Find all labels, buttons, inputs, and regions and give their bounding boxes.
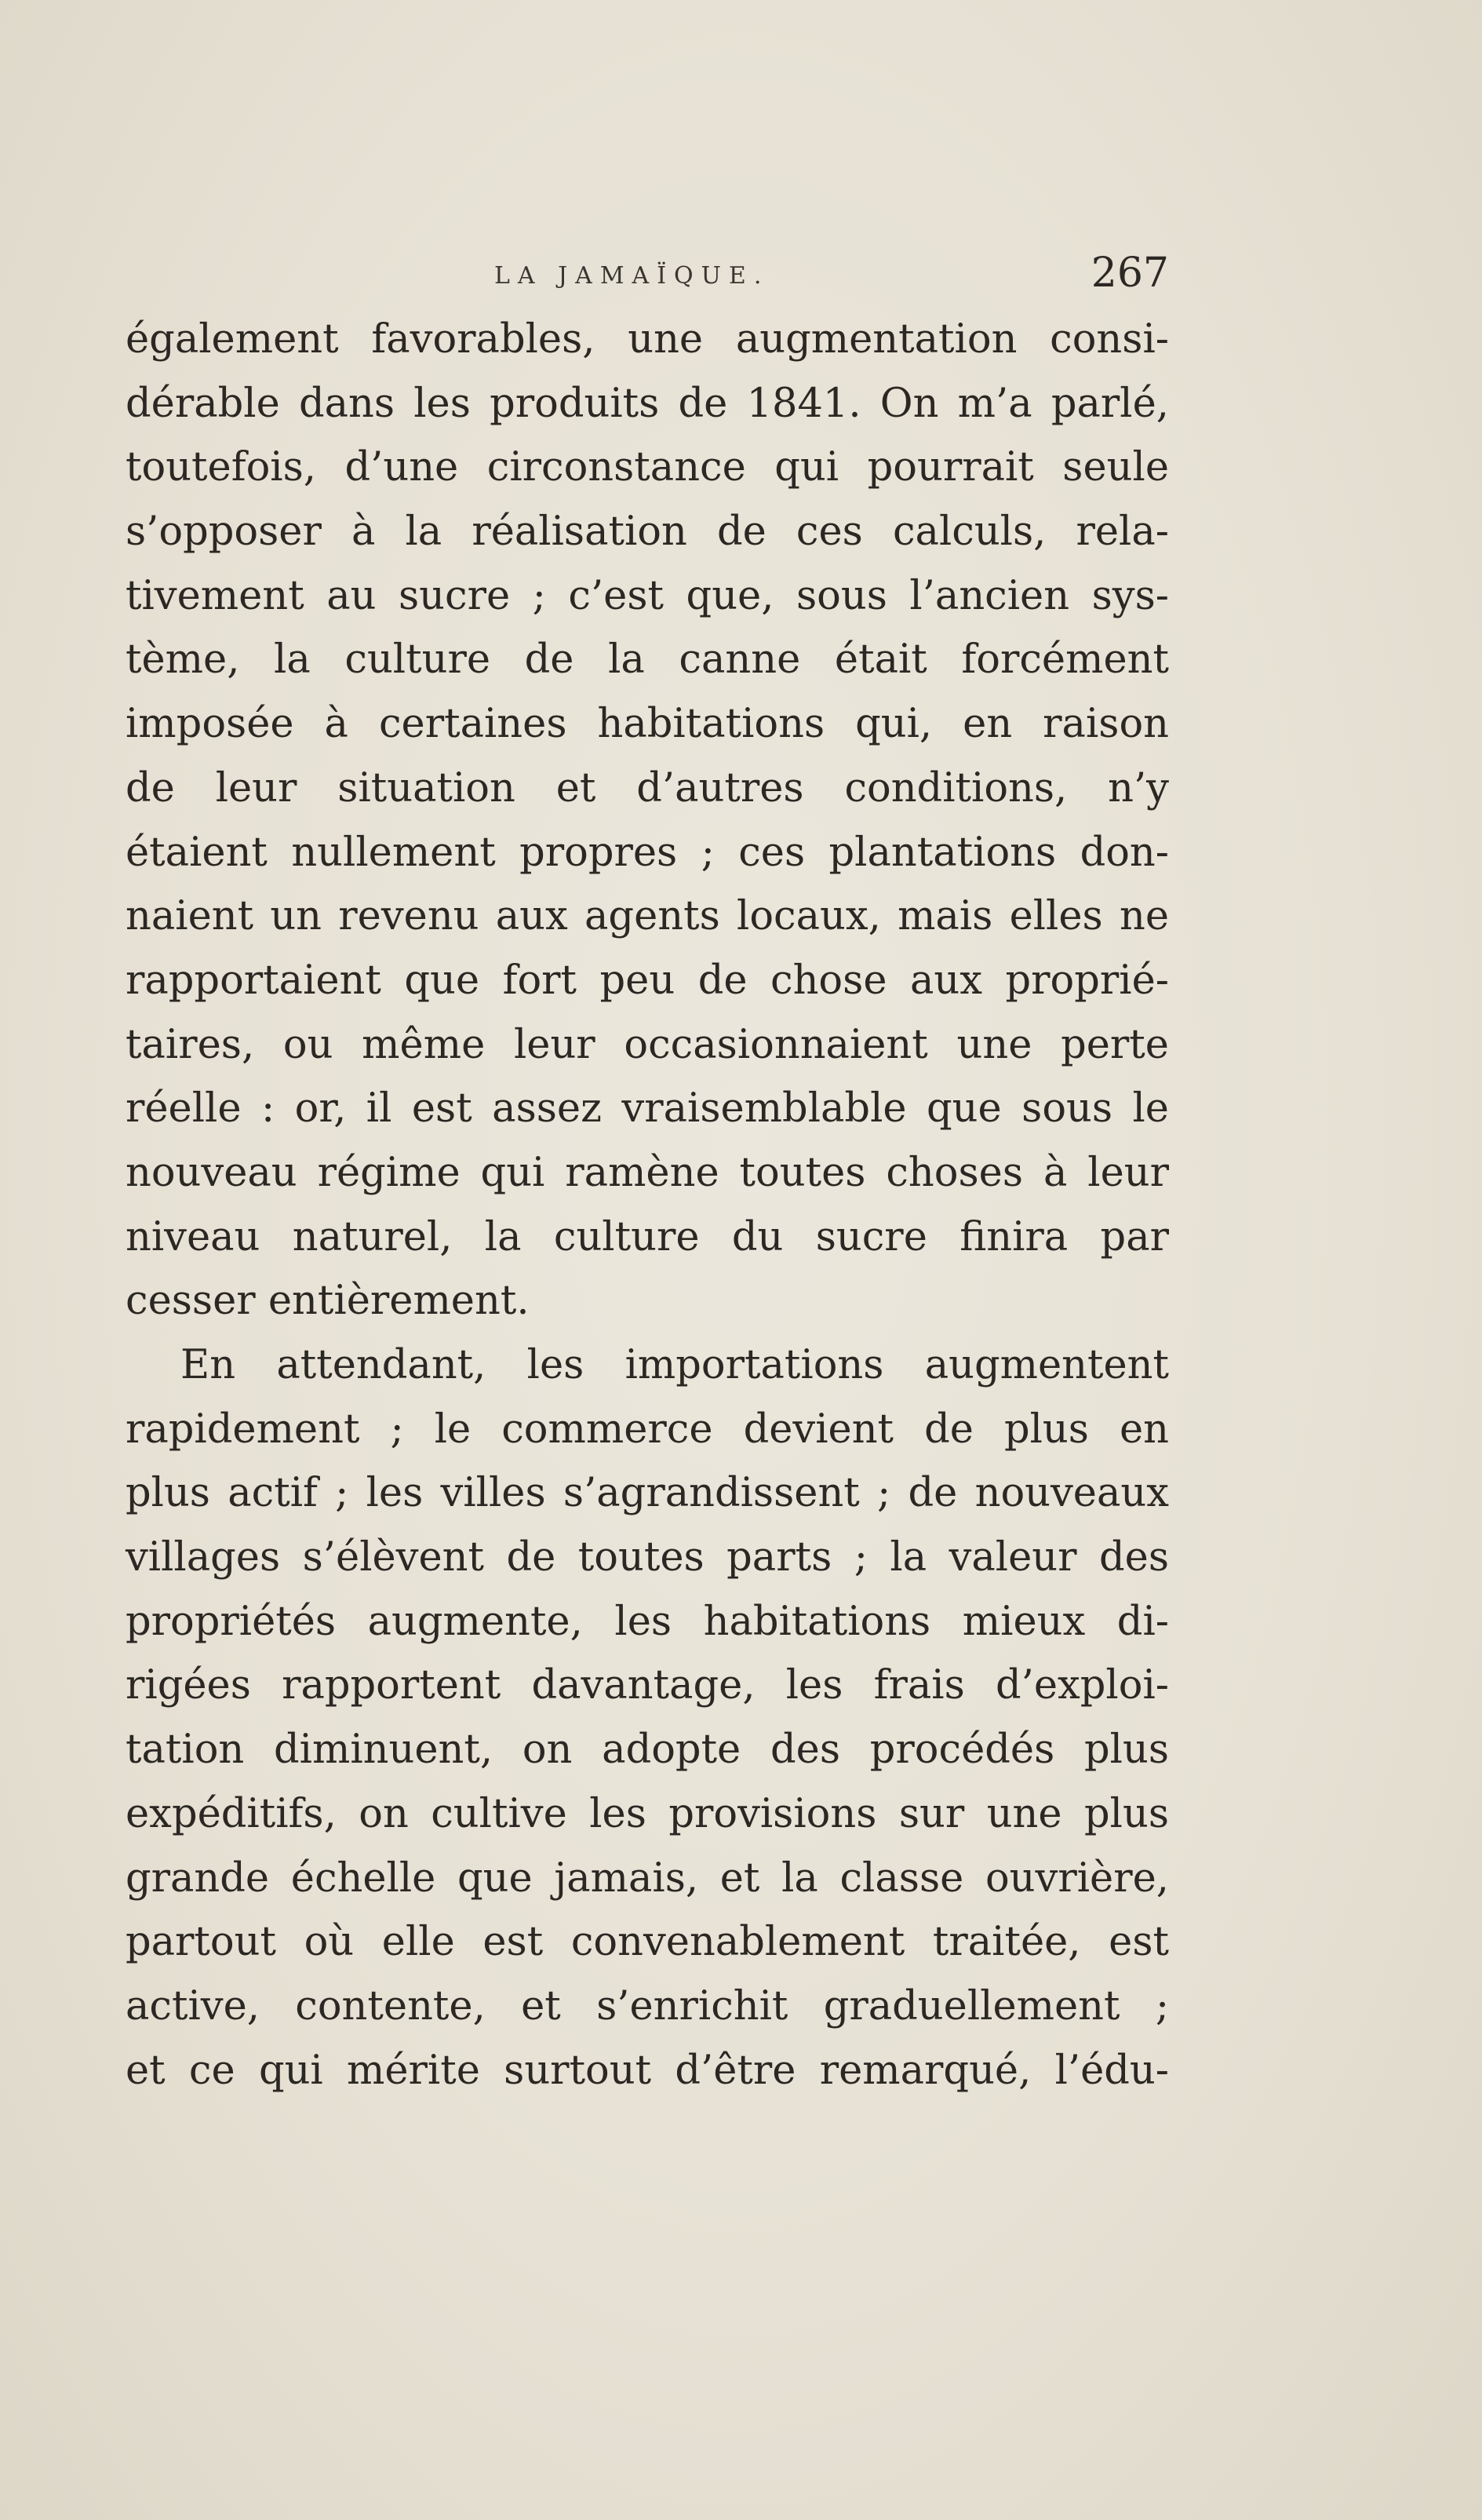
page-number: 267 [1091,250,1169,297]
text-line: propriétés augmente, les habitations mieux di- [126,1598,1169,1645]
text-line: plus actif ; les villes s’agrandissent ; de nouveaux [126,1470,1169,1517]
text-line: nouveau régime qui ramène toutes choses à leur [126,1149,1169,1196]
text-line: expéditifs, on cultive les provisions sur une plus [126,1790,1169,1837]
body-text [126,308,1169,2102]
text-line: tation diminuent, on adopte des procédés plus [126,1727,1169,1774]
text-line: active, contente, et s’enrichit graduellement ; [126,1982,1169,2029]
text-line: partout où elle est convenablement traitée, est [126,1919,1169,1966]
text-line: tème, la culture de la canne était forcément [126,636,1169,684]
text-line: également favorables, une augmentation consi- [126,316,1169,363]
text-line: réelle : or, il est assez vraisemblable que sous le [126,1085,1169,1132]
text-line: s’opposer à la réalisation de ces calculs, rela- [126,509,1169,556]
paragraph-end-line: cesser entièrement. [126,1278,530,1325]
running-title: LA JAMAÏQUE. [494,262,770,290]
text-line: de leur situation et d’autres conditions, n’y [126,764,1169,811]
text-line: grande échelle que jamais, et la classe ouvrière, [126,1854,1169,1902]
text-line: taires, ou même leur occasionnaient une perte [126,1021,1169,1068]
text-line: et ce qui mérite surtout d’être remarqué, l’édu- [126,2047,1169,2094]
text-line: dérable dans les produits de 1841. On m’a parlé, [126,380,1169,427]
text-line: tivement au sucre ; c’est que, sous l’ancien sys- [126,572,1169,619]
text-line: imposée à certaines habitations qui, en raison [126,701,1169,748]
text-line: niveau naturel, la culture du sucre finira par [126,1213,1169,1260]
text-line: naient un revenu aux agents locaux, mais elles ne [126,893,1169,940]
text-line: villages s’élèvent de toutes parts ; la valeur des [126,1534,1169,1581]
page-header [126,250,1169,305]
text-line: toutefois, d’une circonstance qui pourrait seule [126,444,1169,491]
text-line: rapidement ; le commerce devient de plus en [126,1406,1169,1453]
text-line: étaient nullement propres ; ces plantations don- [126,829,1169,876]
text-line: rapportaient que fort peu de chose aux proprié- [126,957,1169,1004]
text-line: rigées rapportent davantage, les frais d’exploi- [126,1662,1169,1709]
paragraph-start-line: En attendant, les importations augmentent [180,1342,1169,1388]
